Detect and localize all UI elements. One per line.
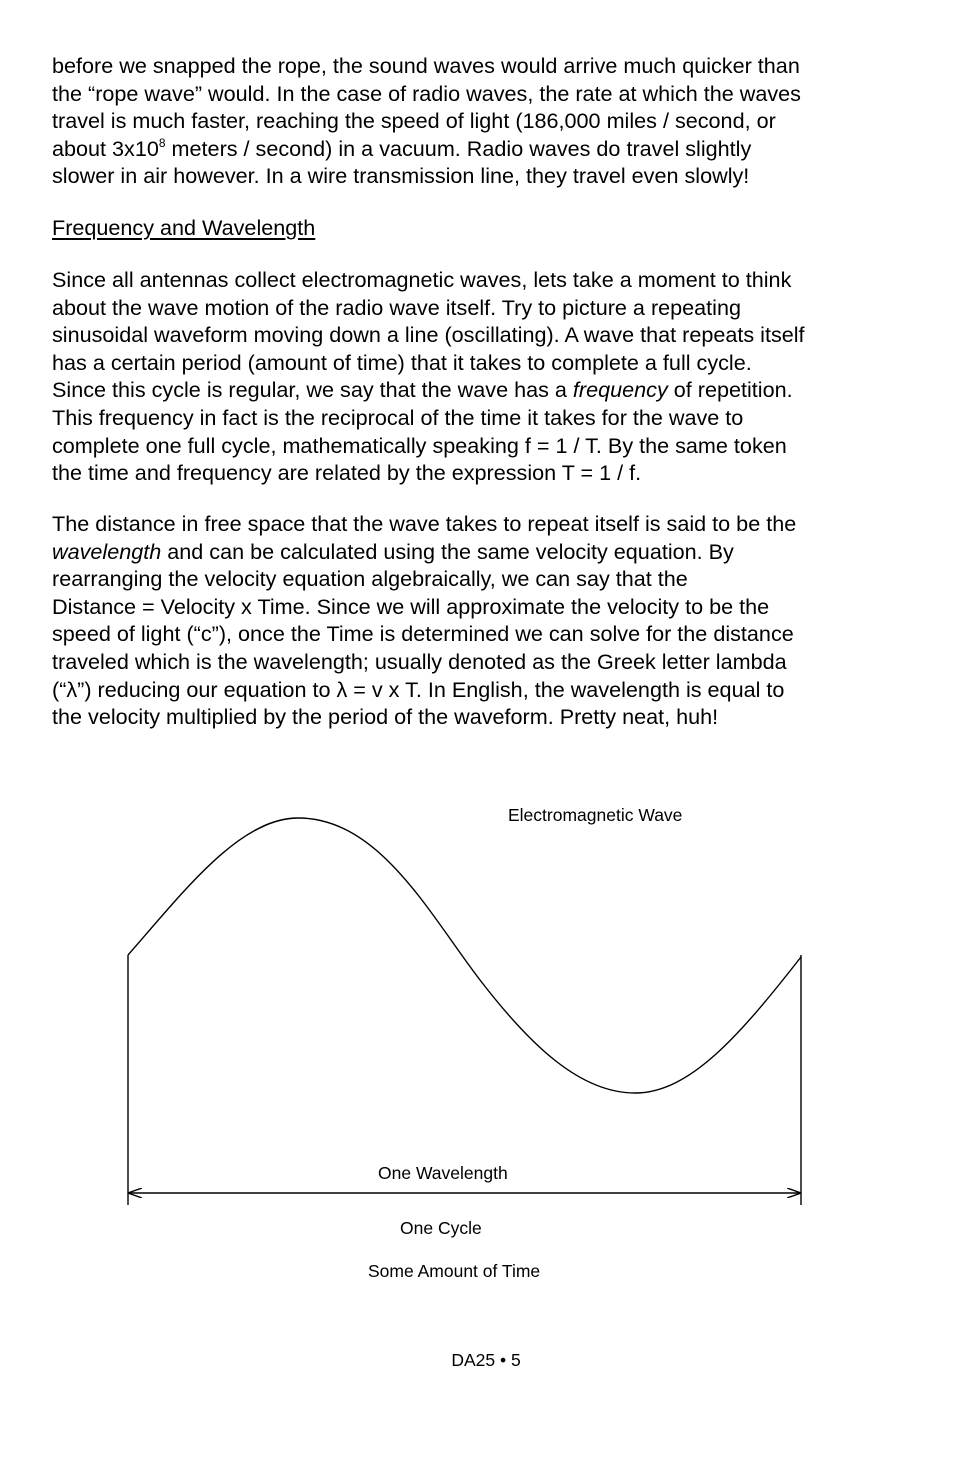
- emphasis-term: frequency: [572, 377, 668, 403]
- text-line: has a certain period (amount of time) that it takes to complete a full cycle.: [52, 349, 752, 375]
- text-line: about the wave motion of the radio wave itself. Try to picture a repeating: [52, 294, 741, 320]
- text-line: traveled which is the wavelength; usually denoted as the Greek letter lambda: [52, 648, 787, 674]
- text-line: the velocity multiplied by the period of the waveform. Pretty neat, huh!: [52, 704, 719, 730]
- text-line: slower in air however. In a wire transmission line, they travel even slowly!: [52, 163, 750, 189]
- text-line: speed of light (“c”), once the Time is determined we can solve for the distance: [52, 621, 794, 647]
- text-line: the “rope wave” would. In the case of radio waves, the rate at which the waves: [52, 80, 801, 106]
- text-line: travel is much faster, reaching the speed of light (186,000 miles / second, or: [52, 108, 776, 134]
- text-fragment: about 3x10: [52, 135, 159, 161]
- emphasis-term: wavelength: [52, 538, 162, 564]
- text-line: The distance in free space that the wave takes to repeat itself is said to be the: [52, 511, 797, 536]
- text-line: Distance = Velocity x Time. Since we will approximate the velocity to be the: [52, 593, 770, 619]
- text-fragment: Since this cycle is regular, we say that the wave has a: [52, 377, 573, 403]
- text-fragment: meters / second) in a vacuum. Radio waves do travel slightly: [165, 135, 752, 161]
- figure-title: Electromagnetic Wave: [508, 805, 683, 825]
- text-line: the time and frequency are related by the expression T = 1 / f.: [52, 460, 642, 486]
- text-line: sinusoidal waveform moving down a line (oscillating). A wave that repeats itself: [52, 322, 805, 348]
- text-line: (“λ”) reducing our equation to λ = v x T. In English, the wavelength is equal to: [52, 676, 785, 702]
- exponent: 8: [158, 135, 166, 150]
- wavelength-label: One Wavelength: [378, 1163, 508, 1183]
- text-line: before we snapped the rope, the sound waves would arrive much quicker than: [52, 53, 800, 78]
- page-footer: DA25 • 5: [451, 1350, 521, 1370]
- text-line: complete one full cycle, mathematically speaking f = 1 / T. By the same token: [52, 432, 787, 458]
- text-fragment: of repetition.: [667, 377, 793, 403]
- cycle-label: One Cycle: [400, 1218, 482, 1238]
- text-line: rearranging the velocity equation algebraically, we can say that the: [52, 566, 688, 592]
- text-line: This frequency in fact is the reciprocal of the time it takes for the wave to: [52, 404, 744, 430]
- sine-wave-curve: [128, 818, 801, 1093]
- section-heading: Frequency and Wavelength: [52, 215, 316, 240]
- text-line: Since all antennas collect electromagnetic waves, lets take a moment to think: [52, 267, 792, 292]
- time-label: Some Amount of Time: [368, 1261, 541, 1281]
- text-fragment: and can be calculated using the same velocity equation. By: [161, 538, 734, 564]
